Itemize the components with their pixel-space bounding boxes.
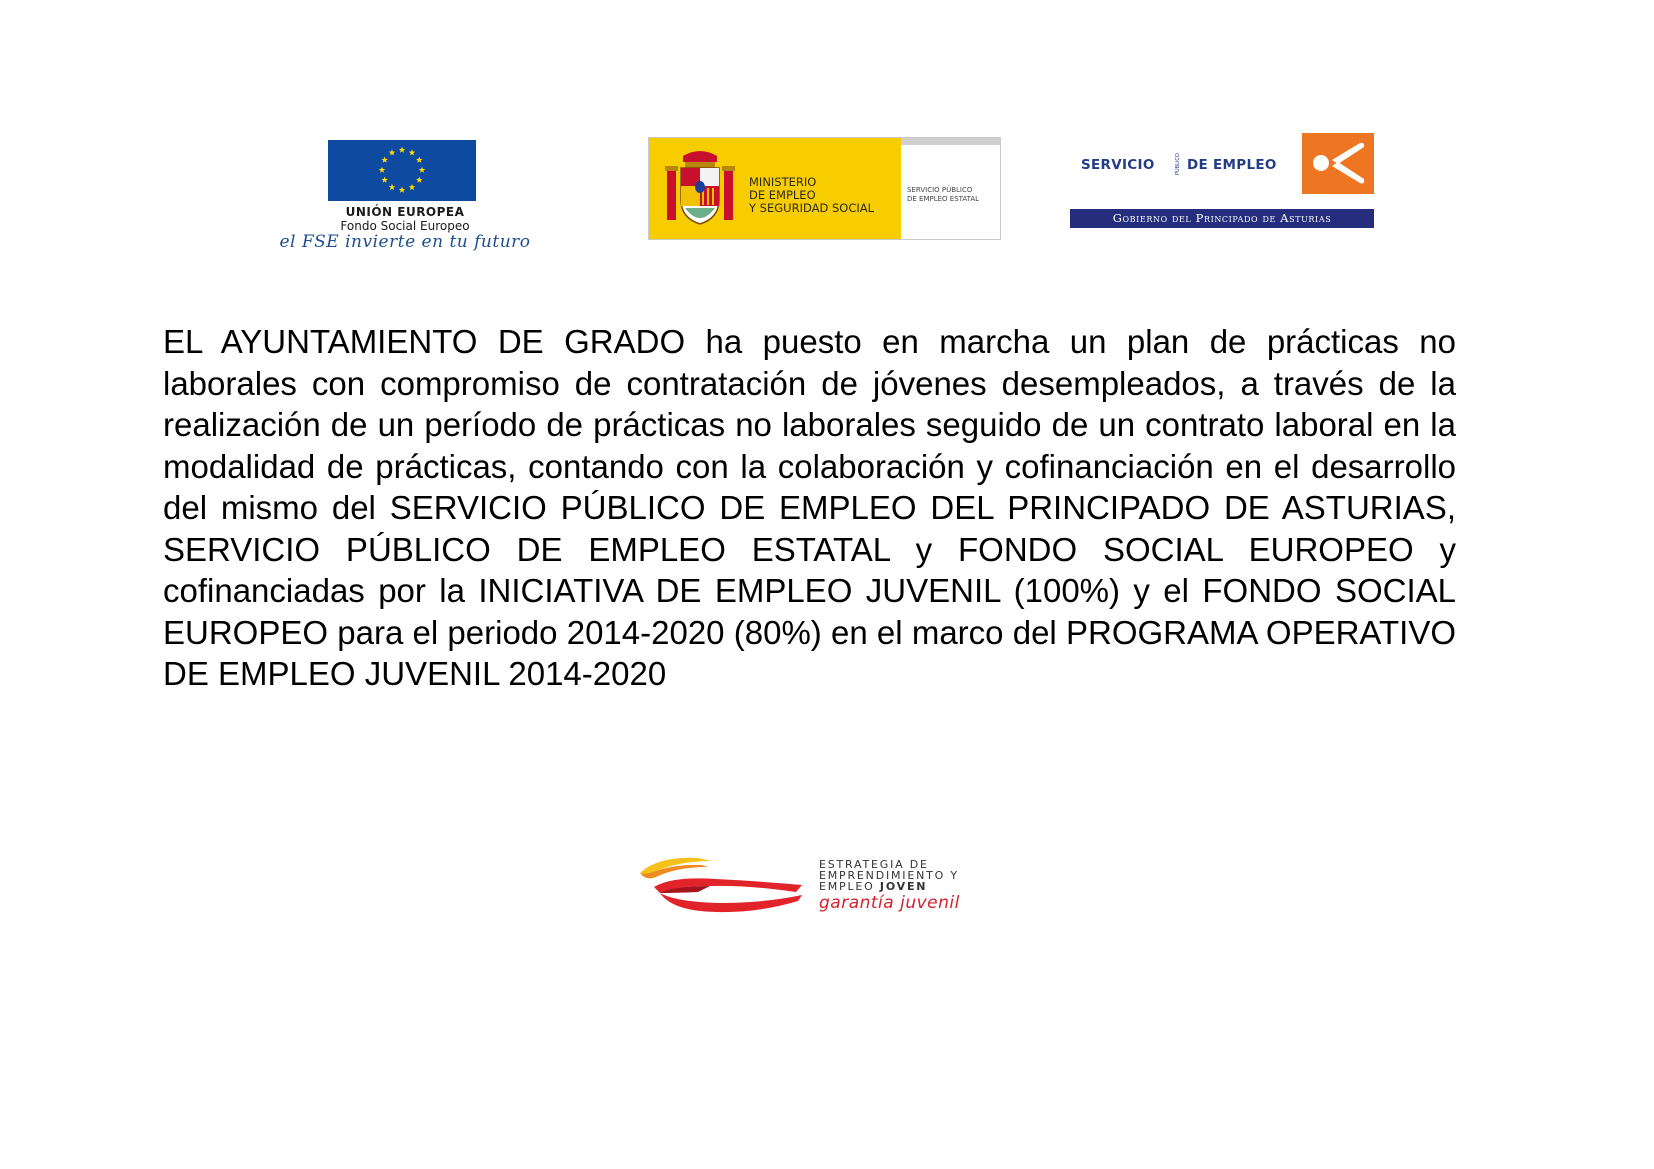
ministry-yellow-panel <box>649 138 901 239</box>
garantia-juvenil-swoosh-icon <box>636 855 804 915</box>
asturias-servicio-text: SERVICIO <box>1081 157 1155 173</box>
asturias-employment-logo <box>1070 133 1382 231</box>
eu-flag-icon <box>328 140 476 201</box>
sepe-name: SERVICIO PÚBLICO DE EMPLEO ESTATAL <box>907 186 980 203</box>
ministry-name: MINISTERIO DE EMPLEO Y SEGURIDAD SOCIAL <box>749 175 875 215</box>
asturias-publico-text: PÚBLICO <box>1175 153 1181 175</box>
eu-slogan: el FSE invierte en tu futuro <box>279 232 531 252</box>
strategy-line-3-bold: JOVEN <box>879 880 928 893</box>
strategy-line-3 <box>819 881 959 892</box>
ministry-grey-bar <box>901 138 1000 145</box>
asturias-government-banner: Gobierno del Principado de Asturias <box>1070 209 1374 228</box>
garantia-juvenil-strategy-text <box>819 859 959 892</box>
eu-logo <box>225 137 585 257</box>
asturias-de-empleo-text: DE EMPLEO <box>1187 157 1277 173</box>
strategy-line-2: EMPRENDIMIENTO Y <box>819 869 959 882</box>
garantia-juvenil-logo <box>636 855 1036 915</box>
coat-of-arms-icon <box>663 148 737 228</box>
strategy-line-1: ESTRATEGIA DE <box>819 858 929 871</box>
eu-name: UNIÓN EUROPEA <box>345 205 465 219</box>
asturias-orange-symbol-icon <box>1302 133 1374 194</box>
strategy-line-3-prefix: EMPLEO <box>819 880 880 893</box>
body-paragraph: EL AYUNTAMIENTO DE GRADO ha puesto en marcha un plan de prácticas no laborales con compromiso de contratación de jóvenes desempleados, a través de la realización de un período de prácticas no laborales seguido de un contrato laboral en la modalidad de prácticas, contando con la colaboración y cofinanciación en el desarrollo del mismo del SERVICIO PÚBLICO DE EMPLEO DEL PRINCIPADO DE ASTURIAS, SERVICIO PÚBLICO DE EMPLEO ESTATAL y FONDO SOCIAL EUROPEO y cofinanciadas por la INICIATIVA DE EMPLEO JUVENIL (100%) y el FONDO SOCIAL EUROPEO para el periodo 2014-2020 (80%) en el marco del PROGRAMA OPERATIVO DE EMPLEO JUVENIL 2014-2020 <box>163 323 1456 692</box>
ministry-logo <box>648 137 1001 240</box>
garantia-juvenil-tagline: garantía juvenil <box>819 893 960 913</box>
eu-fund-name: Fondo Social Europeo <box>340 219 470 233</box>
